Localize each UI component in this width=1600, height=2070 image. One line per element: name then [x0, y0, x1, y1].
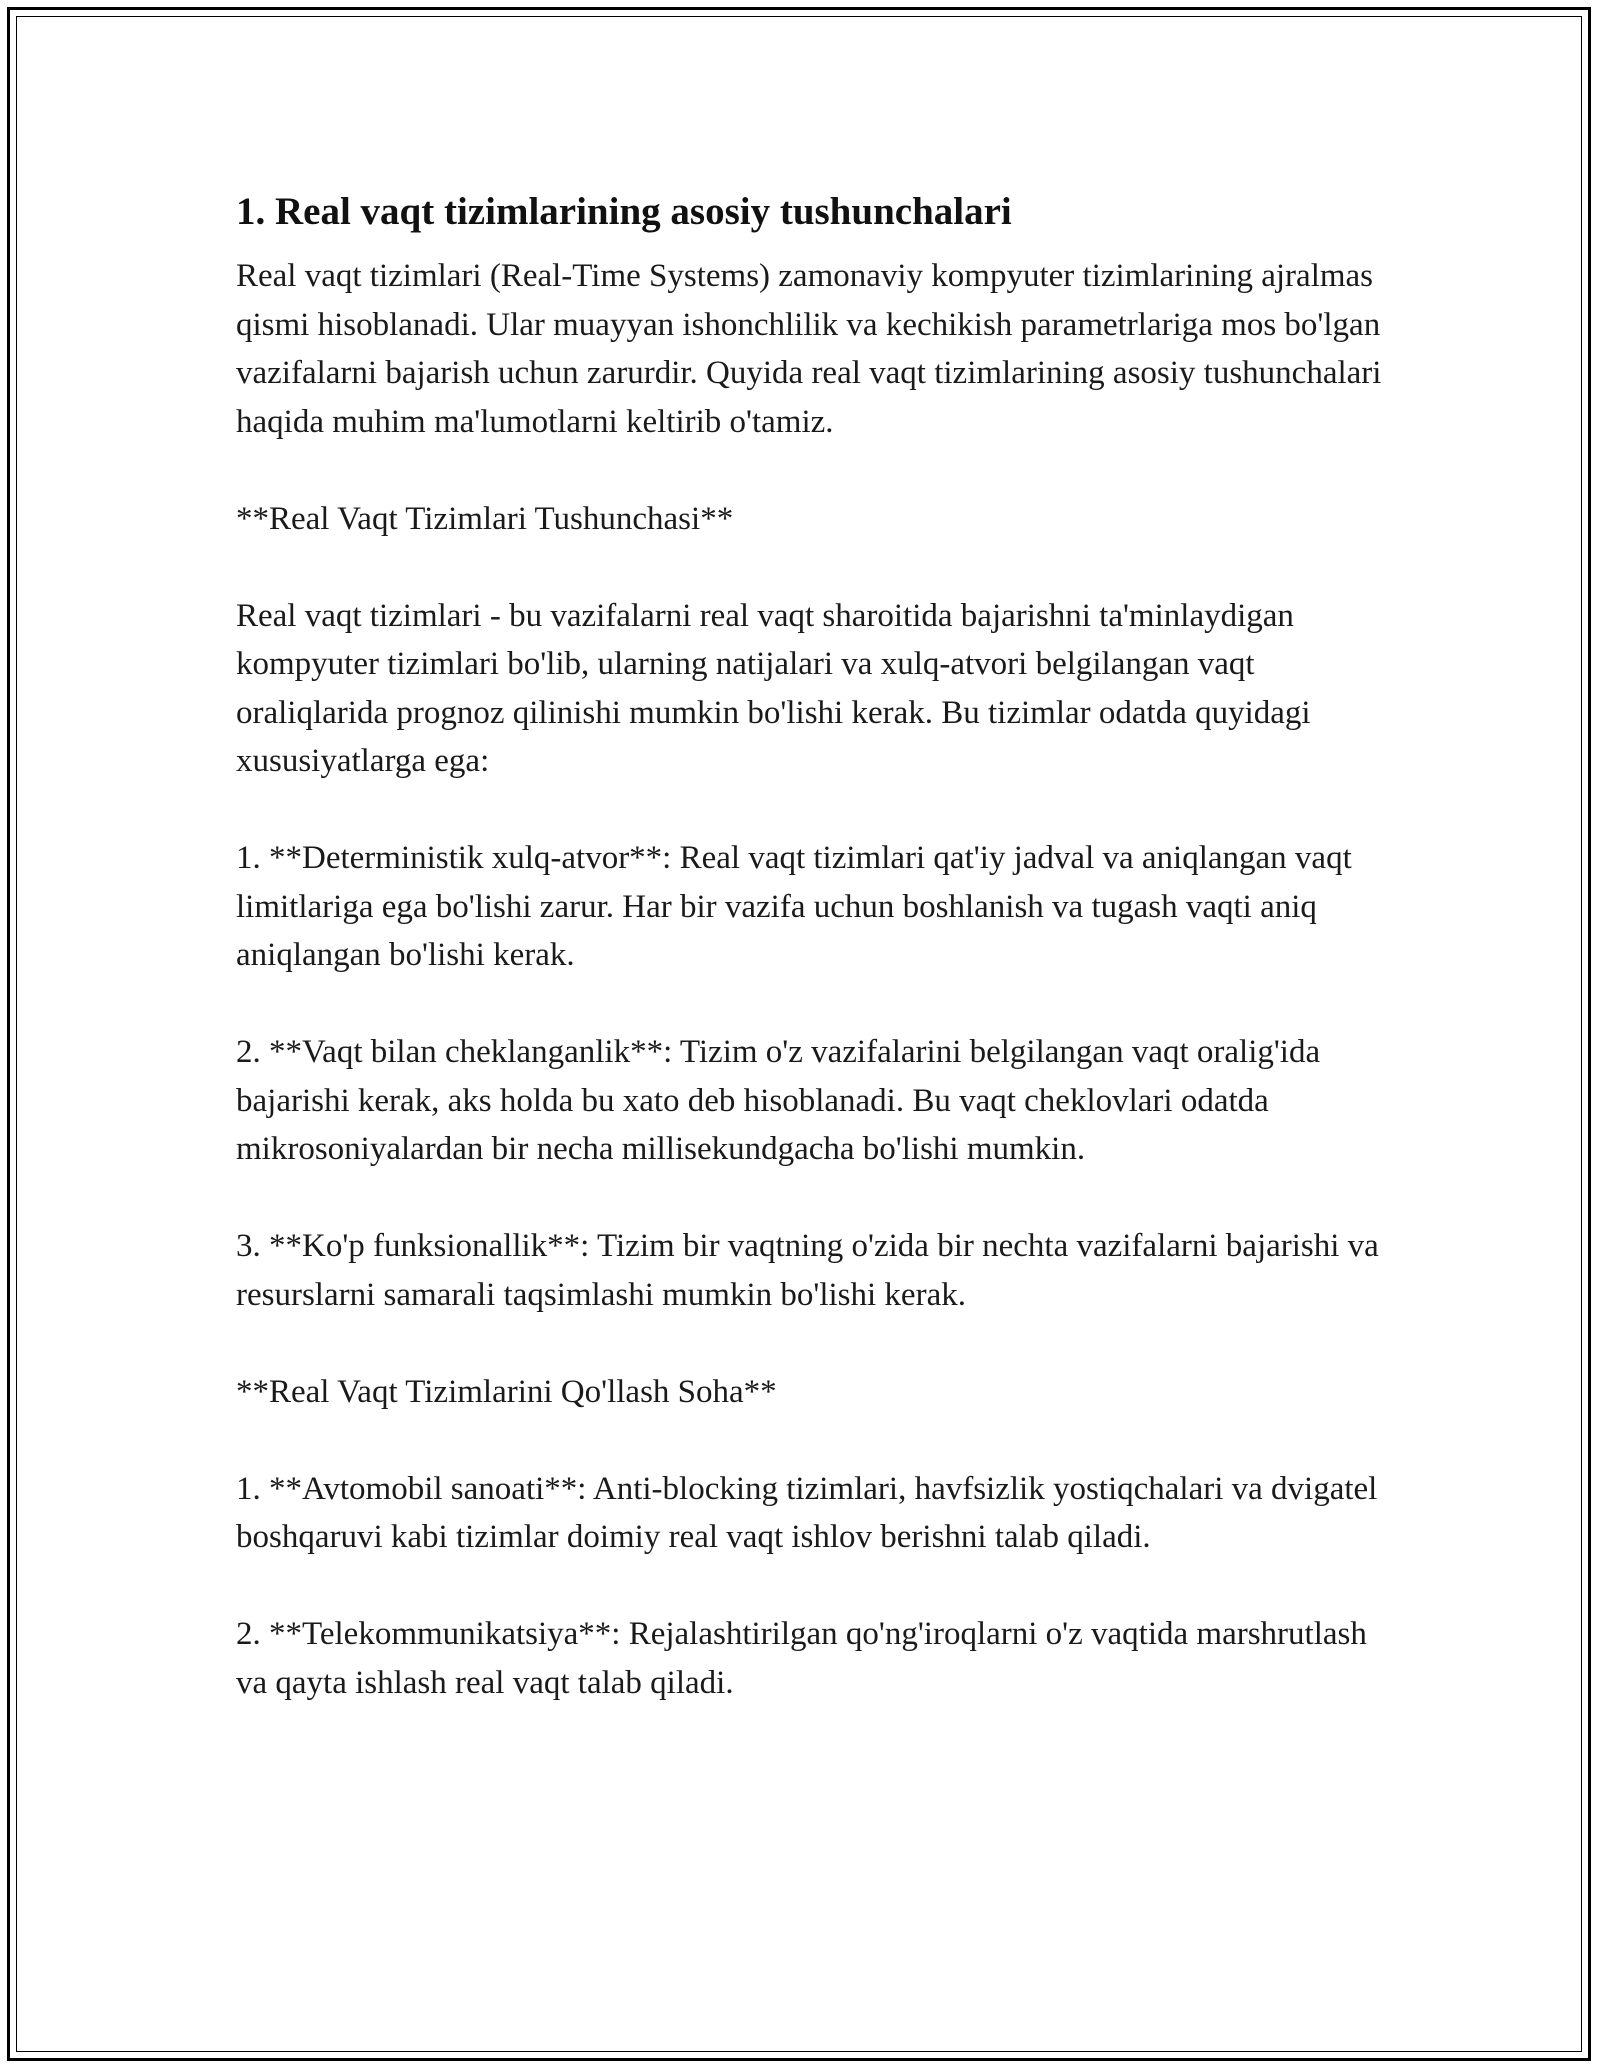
list-item-telecom: 2. **Telekommunikatsiya**: Rejalashtirilgan qo'ng'iroqlarni o'z vaqtida marshrutlash va qayta ishlash real vaqt talab qiladi.: [236, 1616, 1376, 1701]
subheading-application: **Real Vaqt Tizimlarini Qo'llash Soha**: [236, 1373, 777, 1410]
list-item-deterministic: 1. **Deterministik xulq-atvor**: Real vaqt tizimlari qat'iy jadval va aniqlangan vaqt limitlariga ega bo'lishi zarur. Har bir vazifa uchun boshlanish va tugash vaqti aniq aniqlangan bo'lishi kerak.: [236, 840, 1360, 973]
definition-paragraph: Real vaqt tizimlari - bu vazifalarni real vaqt sharoitida bajarishni ta'minlaydigan kompyuter tizimlari bo'lib, ularning natijalari va xulq-atvori belgilangan vaqt oraliqlarida prognoz qilinishi mumkin bo'lishi kerak. Bu tizimlar odatda quyidagi xususiyatlarga ega:: [236, 597, 1319, 779]
list-item-multifunctional: 3. **Ko'p funksionallik**: Tizim bir vaqtning o'zida bir nechta vazifalarni bajarishi va resurslarni samarali taqsimlashi mumkin bo'lishi kerak.: [236, 1228, 1388, 1313]
intro-paragraph: Real vaqt tizimlari (Real-Time Systems) zamonaviy kompyuter tizimlarining ajralmas qismi hisoblanadi. Ular muayyan ishonchlilik va kechikish parametrlariga mos bo'lgan vazifalarni bajarish uchun zarurdir. Quyida real vaqt tizimlarining asosiy tushunchalari haqida muhim ma'lumotlarni keltirib o'tamiz.: [236, 258, 1390, 440]
subheading-concept: **Real Vaqt Tizimlari Tushunchasi**: [236, 500, 734, 537]
document-body: [236, 186, 1390, 1756]
section-heading: 1. Real vaqt tizimlarining asosiy tushunchalari: [236, 190, 1012, 233]
list-item-automotive: 1. **Avtomobil sanoati**: Anti-blocking tizimlari, havfsizlik yostiqchalari va dvigatel boshqaruvi kabi tizimlar doimiy real vaqt ishlov berishni talab qiladi.: [236, 1470, 1386, 1555]
list-item-time-constraint: 2. **Vaqt bilan cheklanganlik**: Tizim o'z vazifalarini belgilangan vaqt oralig'ida bajarishi kerak, aks holda bu xato deb hisoblanadi. Bu vaqt cheklovlari odatda mikrosoniyalardan bir necha millisekundgacha bo'lishi mumkin.: [236, 1034, 1329, 1167]
